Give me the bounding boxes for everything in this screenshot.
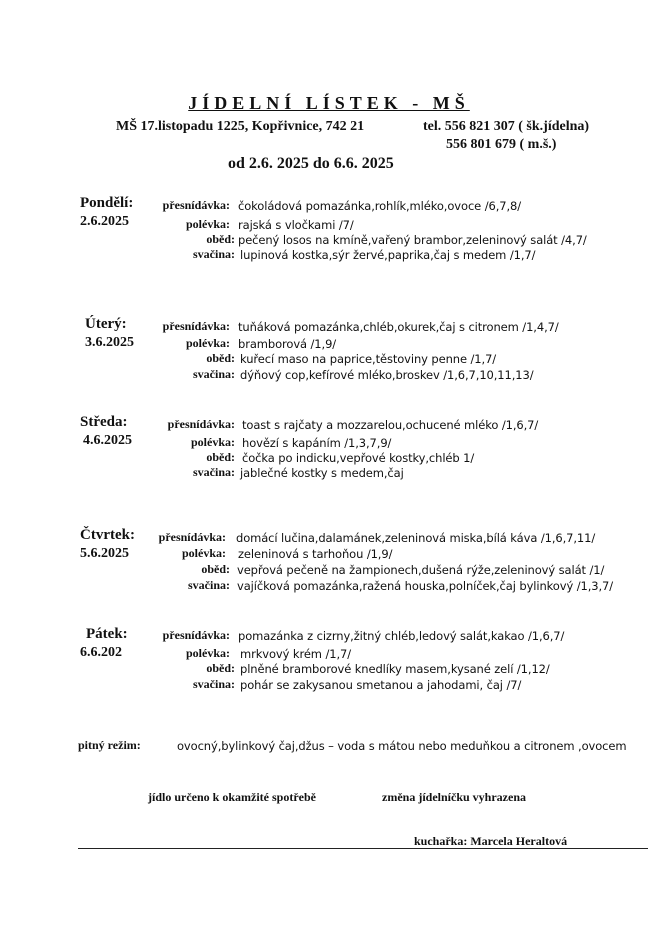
row-text: toast s rajčaty a mozzarelou,ochucené mléko /1,6,7/ — [242, 418, 539, 432]
row-label: svačina: — [193, 367, 235, 381]
row-text: tuňáková pomazánka,chléb,okurek,čaj s citronem /1,4,7/ — [238, 320, 559, 334]
row-text: vepřová pečeně na žampionech,dušená rýže,zeleninový salát /1/ — [237, 563, 605, 577]
row-text: domácí lučina,dalamánek,zeleninová miska,bílá káva /1,6,7,11/ — [236, 531, 596, 545]
row-label: polévka: — [181, 546, 226, 560]
day-name: Čtvrtek: — [80, 527, 135, 543]
phone-canteen: tel. 556 821 307 ( šk.jídelna) — [423, 119, 590, 134]
day-date: 5.6.2025 — [80, 546, 129, 561]
row-text: čočka po indicku,vepřové kostky,chléb 1/ — [242, 451, 475, 465]
row-label: polévka: — [190, 435, 235, 449]
menu-period: od 2.6. 2025 do 6.6. 2025 — [228, 155, 394, 172]
row-label: oběd: — [206, 661, 235, 675]
row-text: kuřecí maso na paprice,těstoviny penne /1,7/ — [240, 352, 497, 366]
day-date: 2.6.2025 — [80, 214, 129, 229]
cook-name: kuchařka: Marcela Heraltová — [414, 834, 568, 848]
row-label: polévka: — [185, 336, 230, 350]
row-text: lupinová kostka,sýr žervé,paprika,čaj s medem /1,7/ — [240, 248, 536, 262]
day-date: 6.6.202 — [80, 645, 122, 660]
day-date: 3.6.2025 — [85, 335, 134, 350]
day-name: Pondělí: — [80, 195, 134, 211]
drink-label: pitný režim: — [78, 738, 141, 752]
row-label: oběd: — [206, 232, 235, 246]
row-label: svačina: — [188, 578, 230, 592]
bottom-divider — [78, 848, 648, 849]
row-label: svačina: — [193, 465, 235, 479]
row-label: přesnídávka: — [162, 319, 230, 333]
row-label: přesnídávka: — [167, 417, 235, 431]
row-text: rajská s vločkami /7/ — [238, 218, 354, 232]
row-text: plněné bramborové knedlíky masem,kysané zelí /1,12/ — [240, 662, 550, 676]
row-text: zeleninová s tarhoňou /1,9/ — [238, 547, 393, 561]
row-label: přesnídávka: — [162, 628, 230, 642]
row-text: pohár se zakysanou smetanou a jahodami, čaj /7/ — [240, 678, 522, 692]
row-text: pomazánka z cizrny,žitný chléb,ledový salát,kakao /1,6,7/ — [238, 629, 565, 643]
row-label: polévka: — [185, 646, 230, 660]
row-label: oběd: — [206, 450, 235, 464]
row-text: jablečné kostky s medem,čaj — [240, 466, 404, 480]
row-label: svačina: — [193, 247, 235, 261]
day-name: Pátek: — [86, 626, 128, 642]
drink-text: ovocný,bylinkový čaj,džus – voda s mátou nebo meduňkou a citronem ,ovocem — [177, 739, 627, 753]
row-label: oběd: — [206, 351, 235, 365]
phone-kindergarten: 556 801 679 ( m.š.) — [446, 137, 557, 152]
row-label: svačina: — [193, 677, 235, 691]
menu-title: JÍDELNÍ LÍSTEK - MŠ — [188, 93, 470, 113]
row-text: pečený losos na kmíně,vařený brambor,zeleninový salát /4,7/ — [238, 233, 587, 247]
row-label: přesnídávka: — [162, 198, 230, 212]
day-name: Středa: — [80, 414, 128, 430]
row-label: přesnídávka: — [158, 530, 226, 544]
row-text: dýňový cop,kefírové mléko,broskev /1,6,7,10,11,13/ — [240, 368, 534, 382]
row-label: polévka: — [185, 217, 230, 231]
day-name: Úterý: — [85, 316, 127, 332]
row-text: mrkvový krém /1,7/ — [240, 647, 352, 661]
row-text: bramborová /1,9/ — [238, 337, 337, 351]
row-text: čokoládová pomazánka,rohlík,mléko,ovoce /6,7,8/ — [238, 199, 522, 213]
row-label: oběd: — [201, 562, 230, 576]
row-text: vajíčková pomazánka,ražená houska,polníček,čaj bylinkový /1,3,7/ — [237, 579, 614, 593]
note-menu-change: změna jídelníčku vyhrazena — [382, 790, 526, 804]
day-date: 4.6.2025 — [83, 433, 132, 448]
row-text: hovězí s kapáním /1,3,7,9/ — [242, 436, 392, 450]
address: MŠ 17.listopadu 1225, Kopřivnice, 742 21 — [116, 119, 365, 134]
note-immediate-consumption: jídlo určeno k okamžité spotřebě — [148, 790, 316, 804]
